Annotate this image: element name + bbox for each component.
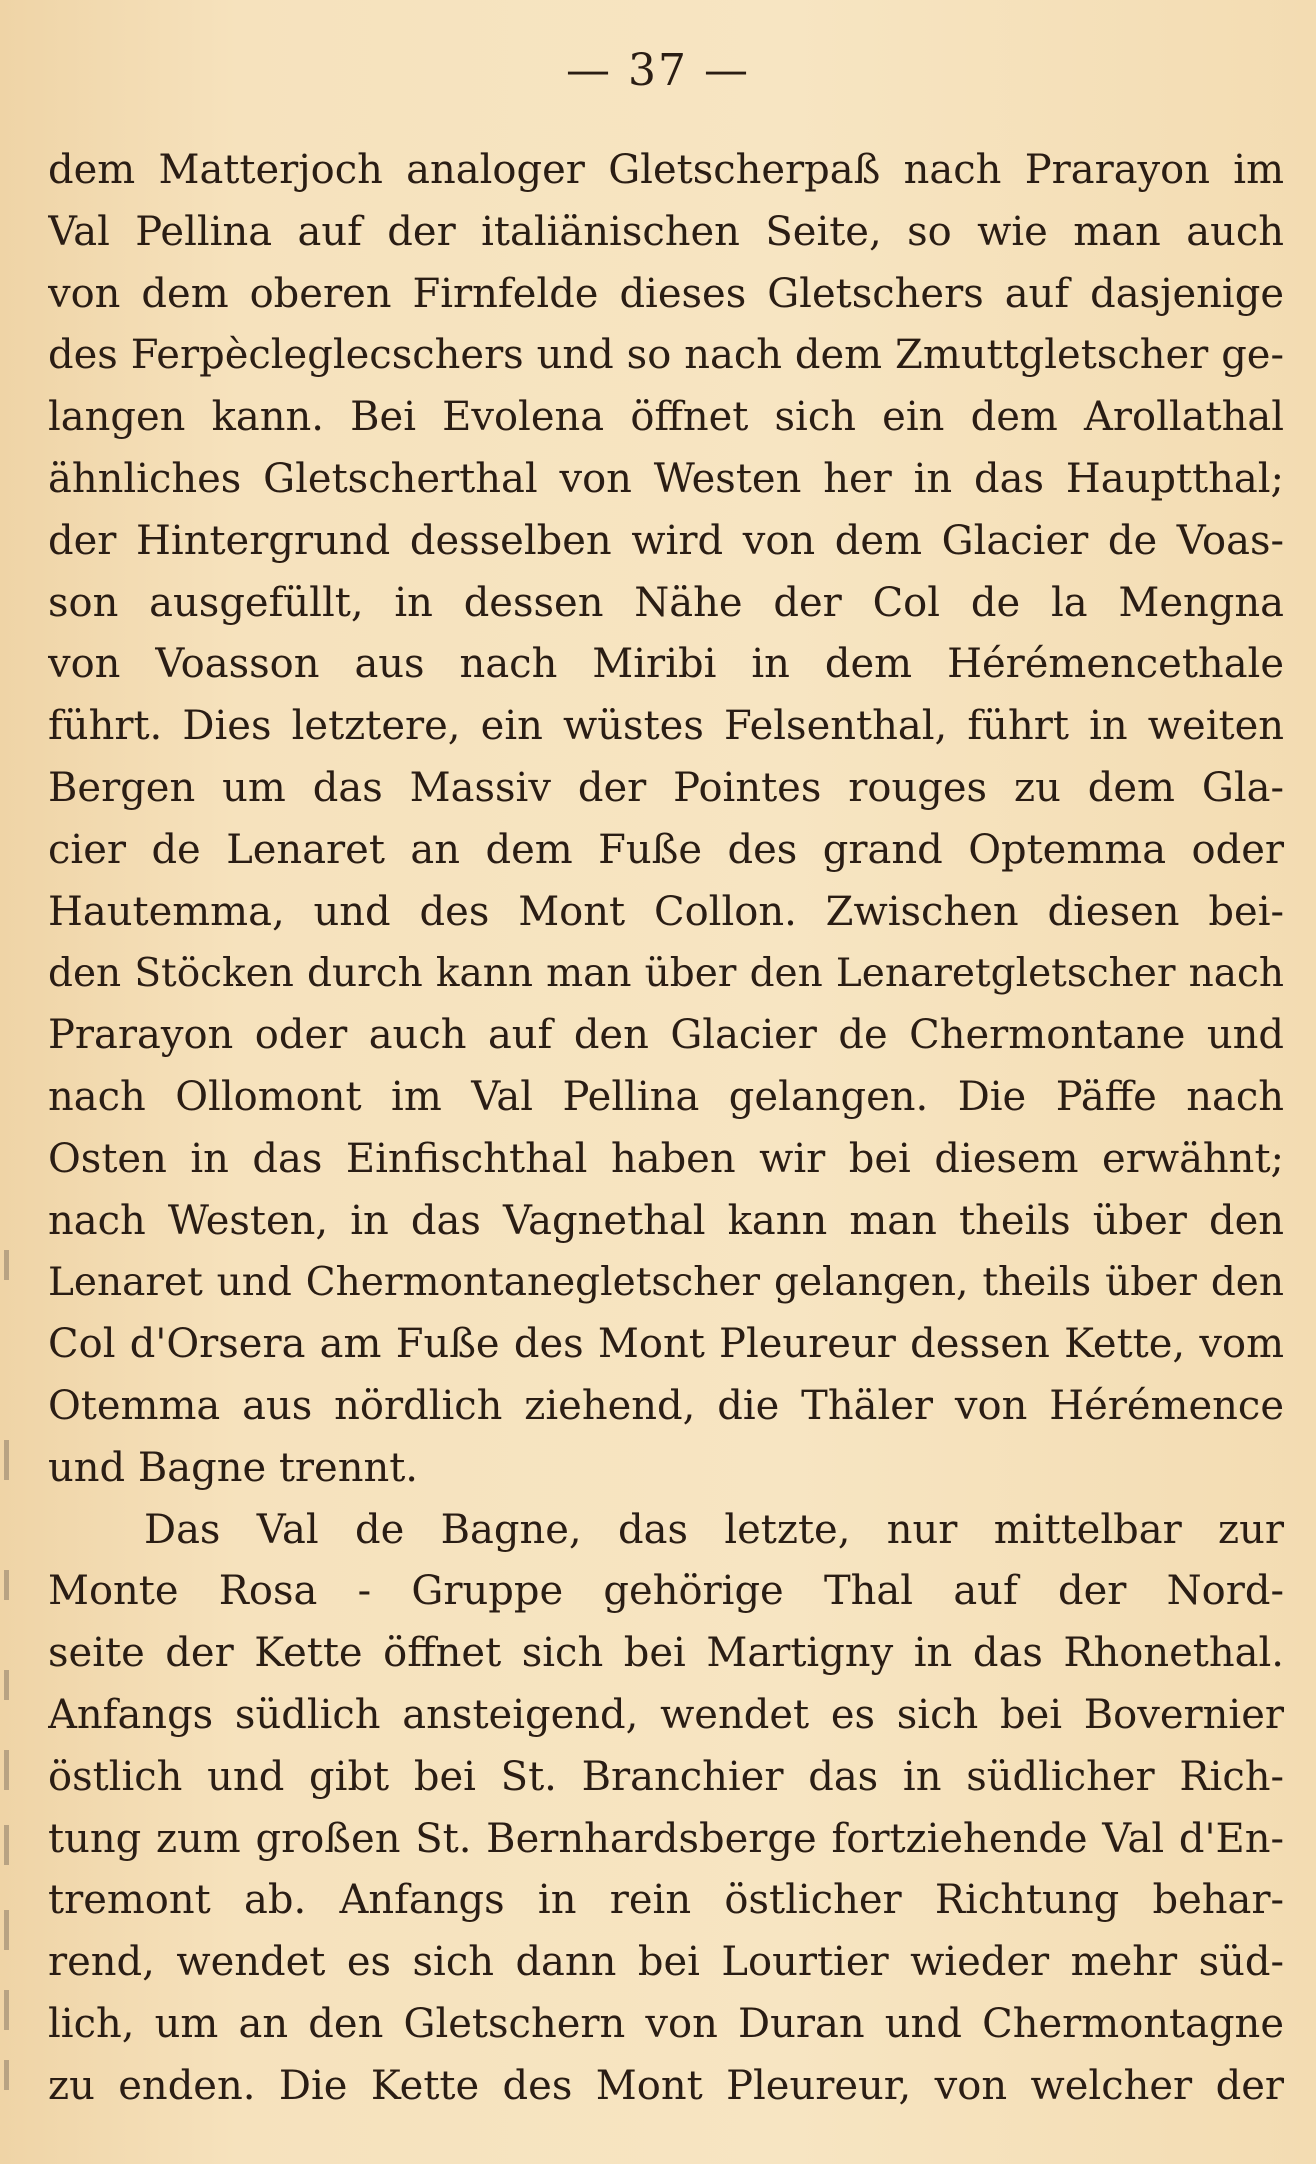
text-line: langen kann. Bei Evolena öffnet sich ein dem Arollathal <box>48 394 1284 441</box>
edge-mark <box>4 1990 9 2030</box>
text-line: rend, wendet es sich dann bei Lourtier wieder mehr süd- <box>48 1939 1284 1986</box>
edge-mark <box>4 1570 9 1600</box>
text-line: Das Val de Bagne, das letzte, nur mittelbar zur <box>144 1506 1284 1553</box>
text-line: ähnliches Gletscherthal von Westen her in das Hauptthal; <box>48 455 1284 502</box>
text-line: Bergen um das Massiv der Pointes rouges zu dem Gla- <box>48 764 1284 811</box>
text-line: Anfangs südlich ansteigend, wendet es sich bei Bovernier <box>48 1691 1284 1738</box>
text-line: Col d'Orsera am Fuße des Mont Pleureur dessen Kette, vom <box>48 1321 1284 1368</box>
text-line: den Stöcken durch kann man über den Lenaretgletscher nach <box>48 951 1284 997</box>
text-line: führt. Dies letztere, ein wüstes Felsenthal, führt in weiten <box>48 703 1284 750</box>
text-line: nach Westen, in das Vagnethal kann man theils über den <box>48 1197 1284 1244</box>
edge-mark <box>4 1825 9 1865</box>
text-line: von Voasson aus nach Miribi in dem Hérémencethale <box>48 641 1284 688</box>
text-line: Lenaret und Chermontanegletscher gelangen, theils über den <box>48 1260 1284 1306</box>
text-line: Osten in das Einfischthal haben wir bei diesem erwähnt; <box>48 1135 1284 1182</box>
text-line: östlich und gibt bei St. Branchier das in südlicher Rich- <box>48 1753 1284 1800</box>
text-line: tung zum großen St. Bernhardsberge fortziehende Val d'En- <box>48 1815 1284 1862</box>
text-line: seite der Kette öffnet sich bei Martigny in das Rhonethal. <box>48 1630 1284 1677</box>
text-line: Otemma aus nördlich ziehend, die Thäler von Hérémence <box>48 1382 1284 1429</box>
text-line: Hautemma, und des Mont Collon. Zwischen diesen bei- <box>48 888 1284 935</box>
text-line: Val Pellina auf der italiänischen Seite, so wie man auch <box>48 208 1284 255</box>
text-line: tremont ab. Anfangs in rein östlicher Richtung behar- <box>48 1877 1284 1924</box>
edge-mark <box>4 1750 9 1790</box>
text-line: nach Ollomont im Val Pellina gelangen. Die Päffe nach <box>48 1073 1284 1120</box>
text-line: Prarayon oder auch auf den Glacier de Chermontane und <box>48 1012 1284 1059</box>
text-line: Monte Rosa - Gruppe gehörige Thal auf der Nord- <box>48 1568 1284 1615</box>
text-line: von dem oberen Firnfelde dieses Gletschers auf dasjenige <box>48 270 1284 317</box>
page-number: — 37 — <box>566 45 750 96</box>
text-line: cier de Lenaret an dem Fuße des grand Optemma oder <box>48 826 1284 873</box>
edge-mark <box>4 1910 9 1950</box>
edge-mark <box>4 1250 9 1280</box>
text-line: des Ferpècleglecschers und so nach dem Zmuttgletscher ge- <box>48 332 1284 379</box>
page-body <box>48 140 1284 2118</box>
text-line: der Hintergrund desselben wird von dem Glacier de Voas- <box>48 517 1284 564</box>
text-line: lich, um an den Gletschern von Duran und Chermontagne <box>48 2000 1284 2047</box>
text-line: son ausgefüllt, in dessen Nähe der Col de la Mengna <box>48 579 1284 626</box>
edge-mark <box>4 1670 9 1700</box>
text-line: und Bagne trennt. <box>48 1444 419 1491</box>
text-line: dem Matterjoch analoger Gletscherpaß nach Prarayon im <box>48 147 1284 193</box>
edge-mark <box>4 2060 9 2090</box>
text-line: zu enden. Die Kette des Mont Pleureur, von welcher der <box>48 2062 1284 2109</box>
edge-mark <box>4 1440 9 1480</box>
page-edge-shadow <box>0 1250 14 2100</box>
